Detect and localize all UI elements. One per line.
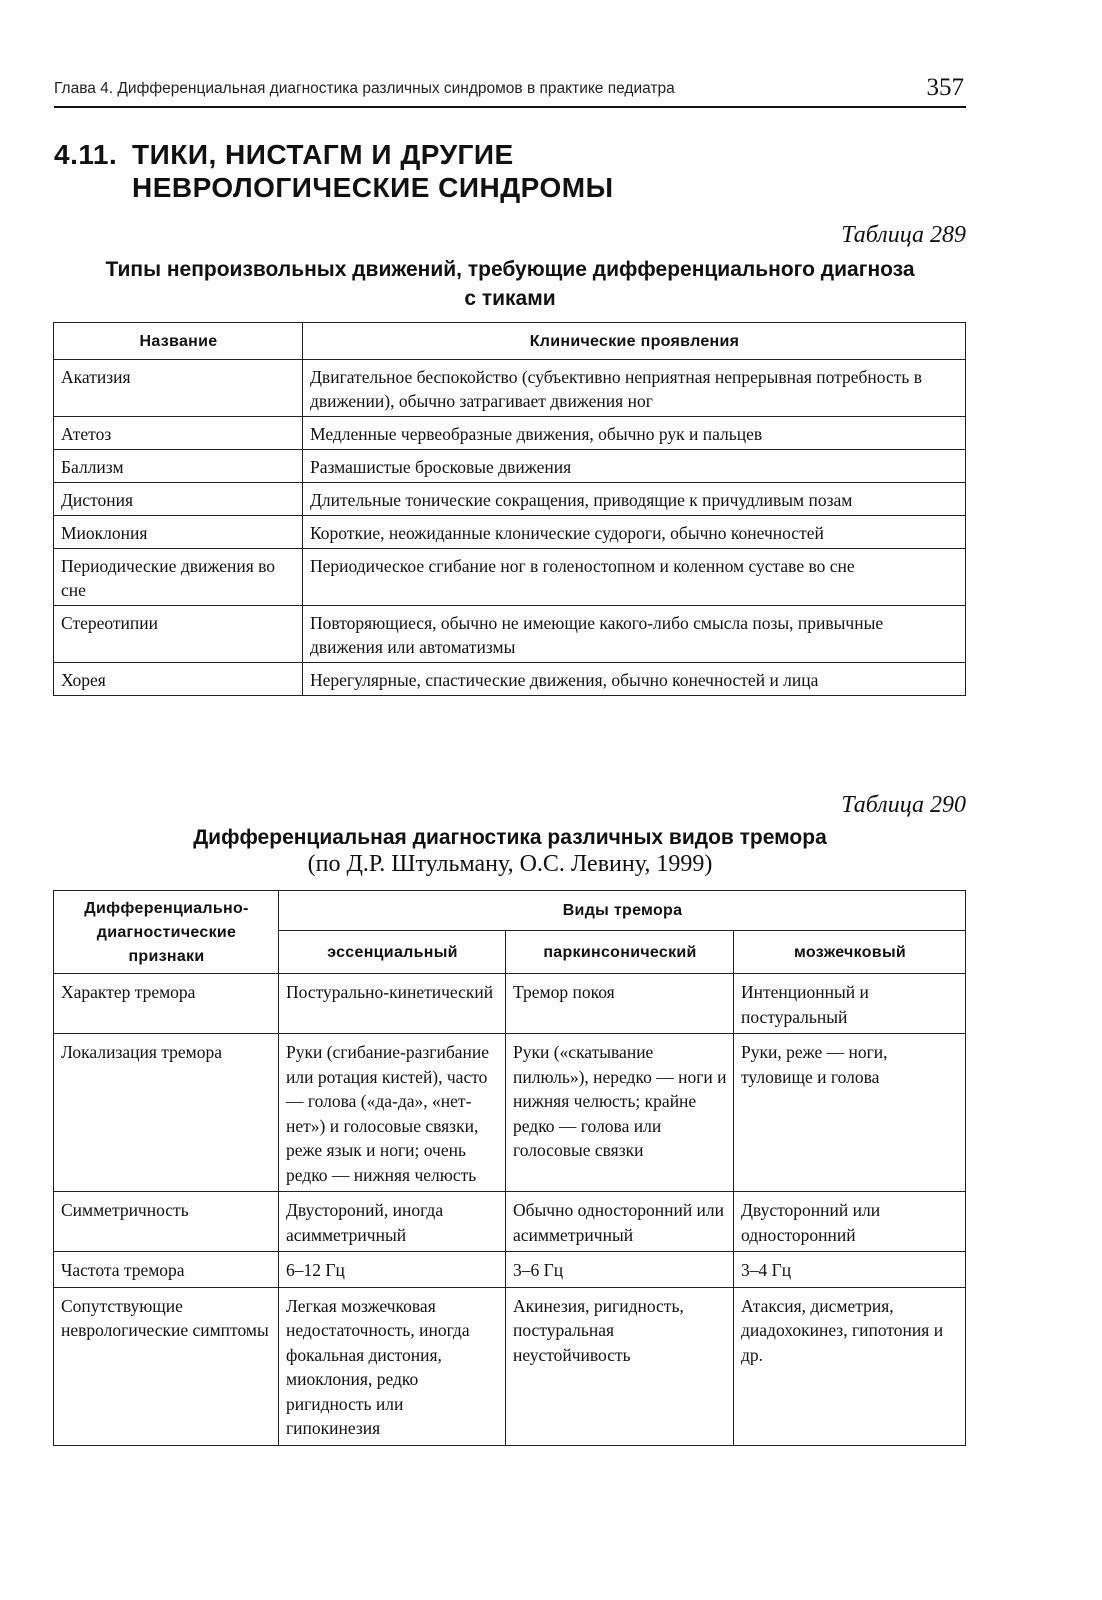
table1-label: Таблица 289 (841, 222, 966, 248)
movement-name: Баллизм (54, 450, 303, 483)
section-title (54, 138, 614, 204)
parkinsonian-cell: Руки («скатывание пилюль»), нередко — ноги и нижняя челюсть; крайне редко — голова или голосовые связки (506, 1034, 734, 1192)
table-row (54, 516, 966, 549)
feature-cell: Частота тремора (54, 1252, 279, 1288)
cerebellar-cell: Интенционный и постуральный (734, 974, 966, 1034)
movement-name: Хорея (54, 663, 303, 696)
feature-cell: Сопутствующие неврологические симптомы (54, 1287, 279, 1445)
table1-title-line1: Типы непроизвольных движений, требующие дифференциального диагноза (105, 258, 915, 281)
movement-description: Размашистые бросковые движения (303, 450, 966, 483)
table2-col-parkinsonian: паркинсонический (506, 930, 734, 973)
table1 (53, 322, 966, 696)
table-row (54, 483, 966, 516)
table-row (54, 360, 966, 417)
movement-name: Атетоз (54, 417, 303, 450)
essential-cell: Двустороний, иногда асимметричный (279, 1192, 506, 1252)
parkinsonian-cell: 3–6 Гц (506, 1252, 734, 1288)
table2-header-feature: Дифференциально-диагностические признаки (54, 891, 279, 974)
parkinsonian-cell: Тремор покоя (506, 974, 734, 1034)
movement-description: Короткие, неожиданные клонические судороги, обычно конечностей (303, 516, 966, 549)
page-number: 357 (926, 74, 964, 101)
section-number: 4.11. (54, 139, 118, 170)
parkinsonian-cell: Обычно односторонний или асимметричный (506, 1192, 734, 1252)
table-row (54, 1252, 966, 1288)
feature-cell: Локализация тремора (54, 1034, 279, 1192)
essential-cell: Руки (сгибание-разгибание или ротация кистей), часто — голова («да-да», «нет-нет») и голосовые связки, реже язык и ноги; очень редко — нижняя челюсть (279, 1034, 506, 1192)
movement-name: Миоклония (54, 516, 303, 549)
feature-cell: Симметричность (54, 1192, 279, 1252)
table1-title-line2: с тиками (464, 287, 556, 310)
movement-name: Дистония (54, 483, 303, 516)
movement-description: Двигательное беспокойство (субъективно неприятная непрерывная потребность в движении), обычно затрагивает движения ног (303, 360, 966, 417)
movement-description: Медленные червеобразные движения, обычно рук и пальцев (303, 417, 966, 450)
movement-description: Длительные тонические сокращения, приводящие к причудливым позам (303, 483, 966, 516)
table-row (54, 450, 966, 483)
table2-header-row (54, 891, 966, 931)
table2-col-cerebellar: мозжечковый (734, 930, 966, 973)
essential-cell: 6–12 Гц (279, 1252, 506, 1288)
section-title-line1: ТИКИ, НИСТАГМ И ДРУГИЕ (132, 139, 514, 170)
movement-description: Периодическое сгибание ног в голеностопном и коленном суставе во сне (303, 549, 966, 606)
running-header (54, 74, 966, 108)
cerebellar-cell: 3–4 Гц (734, 1252, 966, 1288)
running-title: Глава 4. Дифференциальная диагностика различных синдромов в практике педиатра (54, 80, 675, 97)
movement-name: Стереотипии (54, 606, 303, 663)
table2-header-group: Виды тремора (279, 891, 966, 931)
table2-col-essential: эссенциальный (279, 930, 506, 973)
cerebellar-cell: Двусторонний или односторонний (734, 1192, 966, 1252)
movement-name: Акатизия (54, 360, 303, 417)
movement-description: Нерегулярные, спастические движения, обычно конечностей и лица (303, 663, 966, 696)
cerebellar-cell: Атаксия, дисметрия, диадохокинез, гипотония и др. (734, 1287, 966, 1445)
table-row (54, 1034, 966, 1192)
table2-title: Дифференциальная диагностика различных видов тремора (193, 826, 827, 849)
table-row (54, 549, 966, 606)
table-row (54, 974, 966, 1034)
movement-name: Периодические движения во сне (54, 549, 303, 606)
table2 (53, 890, 966, 1446)
table1-header-desc: Клинические проявления (303, 323, 966, 360)
parkinsonian-cell: Акинезия, ригидность, постуральная неустойчивость (506, 1287, 734, 1445)
table1-header-row (54, 323, 966, 360)
cerebellar-cell: Руки, реже — ноги, туловище и голова (734, 1034, 966, 1192)
table-row (54, 663, 966, 696)
table2-subtitle: (по Д.Р. Штульману, О.С. Левину, 1999) (307, 851, 713, 877)
table2-label: Таблица 290 (841, 792, 966, 818)
table1-header-name: Название (54, 323, 303, 360)
feature-cell: Характер тремора (54, 974, 279, 1034)
section-title-line2: НЕВРОЛОГИЧЕСКИЕ СИНДРОМЫ (132, 172, 614, 203)
table-row (54, 606, 966, 663)
essential-cell: Постурально-кинетический (279, 974, 506, 1034)
table-row (54, 1287, 966, 1445)
table-row (54, 417, 966, 450)
table1-title (54, 255, 966, 313)
table-row (54, 1192, 966, 1252)
movement-description: Повторяющиеся, обычно не имеющие какого-либо смысла позы, привычные движения или автоматизмы (303, 606, 966, 663)
essential-cell: Легкая мозжечковая недостаточность, иногда фокальная дистония, миоклония, редко ригидность или гипокинезия (279, 1287, 506, 1445)
